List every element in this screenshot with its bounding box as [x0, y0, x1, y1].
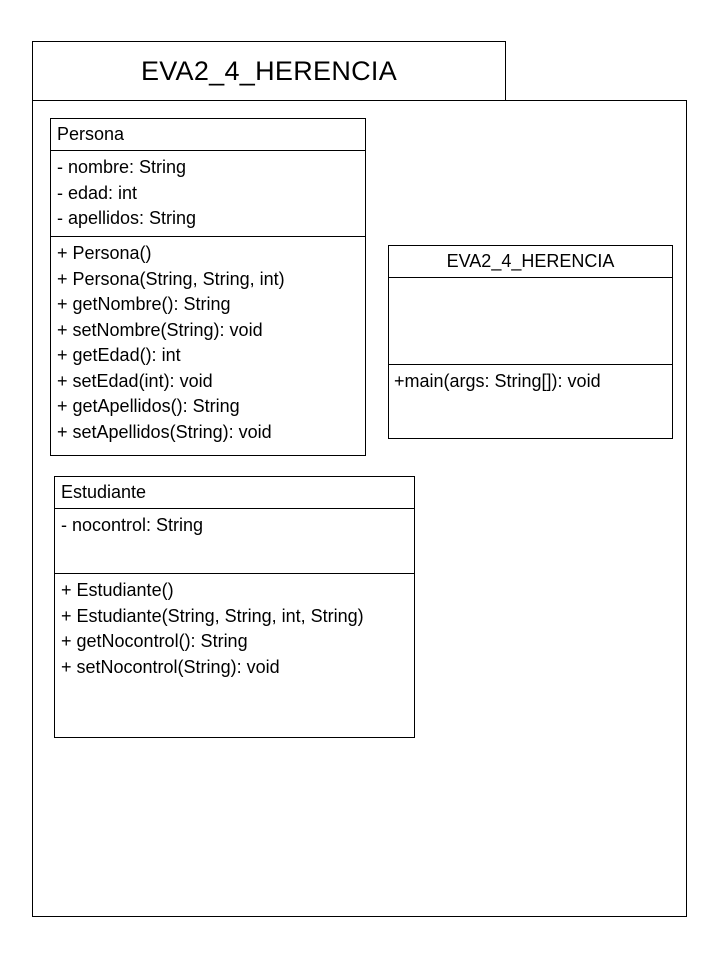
class-main-attributes: [389, 278, 672, 365]
attribute-nocontrol: - nocontrol: String: [61, 515, 204, 535]
operation-main: +main(args: String[]): void: [394, 371, 601, 391]
operation-get-edad: + getEdad(): int: [57, 345, 181, 365]
class-estudiante[interactable]: [54, 476, 415, 738]
class-persona-name: Persona: [51, 119, 365, 151]
package-name-tab: [32, 41, 506, 100]
class-estudiante-attributes: [55, 509, 414, 574]
class-estudiante-operations: [55, 574, 414, 737]
operation-persona-constructor-args: + Persona(String, String, int): [57, 268, 285, 289]
operation-get-apellidos: + getApellidos(): String: [57, 396, 240, 416]
class-main-name: EVA2_4_HERENCIA: [389, 246, 672, 278]
attribute-nombre: - nombre: String: [57, 157, 187, 177]
class-persona-operations: [51, 237, 365, 455]
attribute-apellidos: - apellidos: String: [57, 208, 197, 228]
operation-set-nocontrol: + setNocontrol(String): void: [61, 656, 280, 677]
operation-get-nombre: + getNombre(): String: [57, 294, 231, 314]
class-persona[interactable]: [50, 118, 366, 456]
operation-set-apellidos: + setApellidos(String): void: [57, 421, 272, 442]
class-persona-attributes: [51, 151, 365, 237]
operation-set-nombre: + setNombre(String): void: [57, 319, 263, 340]
attribute-edad: - edad: int: [57, 182, 138, 203]
operation-estudiante-constructor-args: + Estudiante(String, String, int, String): [61, 605, 364, 626]
package-title: EVA2_4_HERENCIA: [140, 55, 398, 86]
operation-estudiante-constructor: + Estudiante(): [61, 580, 174, 600]
class-main-operations: [389, 365, 672, 438]
class-main[interactable]: [388, 245, 673, 439]
class-estudiante-name: Estudiante: [55, 477, 414, 509]
operation-get-nocontrol: + getNocontrol(): String: [61, 631, 248, 651]
operation-set-edad: + setEdad(int): void: [57, 370, 213, 391]
operation-persona-constructor: + Persona(): [57, 243, 152, 263]
